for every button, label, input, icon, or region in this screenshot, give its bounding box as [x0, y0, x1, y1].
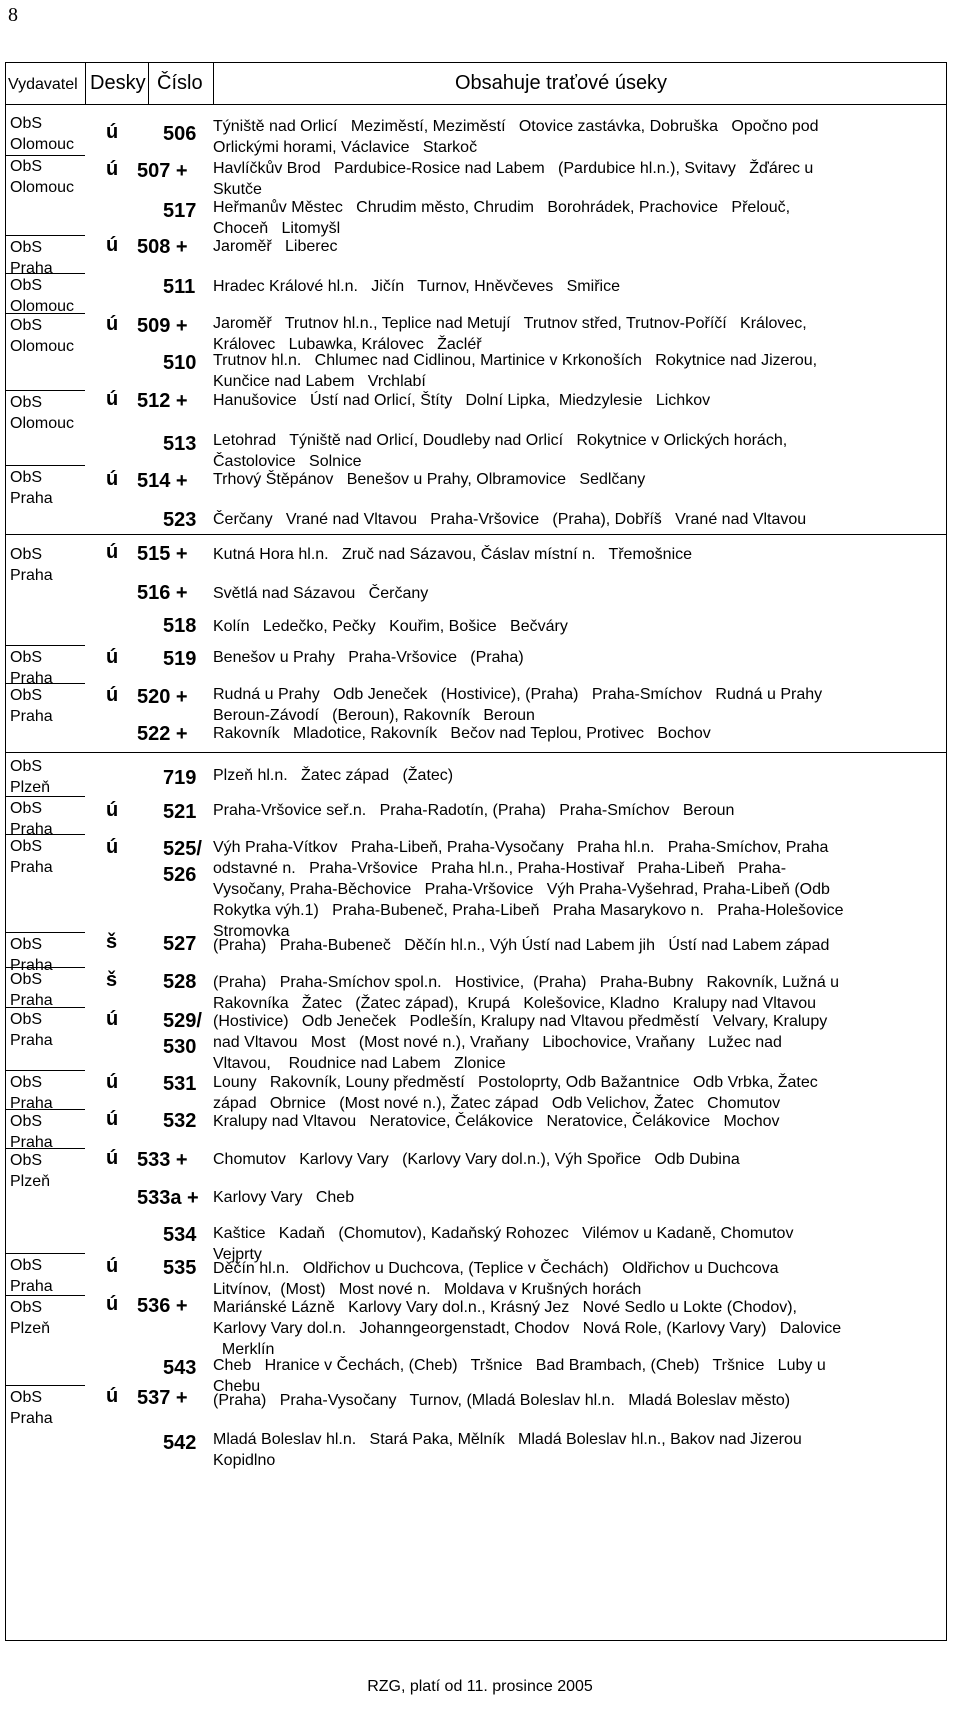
- section-description: Děčín hl.n. Oldřichov u Duchcova, (Teplice v Čechách) Oldřichov u Duchcova Litvínov, (Most) Most nové n. Moldava v Krušných horách: [213, 1260, 779, 1298]
- header-number: Číslo: [157, 72, 203, 94]
- desk-mark: ú: [106, 684, 119, 706]
- section-number: 525/ 526: [163, 838, 202, 886]
- desk-mark: ú: [106, 1293, 119, 1315]
- desk-mark: ú: [106, 1147, 119, 1169]
- section-number: 522 +: [137, 723, 188, 745]
- frame-right: [946, 62, 947, 1640]
- section-description: Mladá Boleslav hl.n. Stará Paka, Mělník Mladá Boleslav hl.n., Bakov nad Jizerou Kopidlno: [213, 1431, 802, 1469]
- desk-mark: š: [106, 969, 118, 991]
- frame-bottom: [5, 1640, 947, 1641]
- vendor-cell: ObS Praha: [10, 838, 53, 876]
- vendor-cell: ObS Praha: [10, 800, 53, 838]
- section-number: 512 +: [137, 390, 188, 412]
- header-bottom-rule: [5, 104, 947, 105]
- section-description: (Praha) Praha-Bubeneč Děčín hl.n., Výh Ústí nad Labem jih Ústí nad Labem západ: [213, 937, 830, 954]
- header-sections: Obsahuje traťové úseky: [455, 72, 668, 94]
- section-number: 527: [163, 933, 197, 955]
- vendor-cell: ObS Praha: [10, 1074, 53, 1112]
- section-number: 533a +: [137, 1187, 199, 1209]
- section-description: Kralupy nad Vltavou Neratovice, Čelákovice Neratovice, Čelákovice Mochov: [213, 1113, 780, 1130]
- section-number: 520 +: [137, 686, 188, 708]
- section-number: 535: [163, 1257, 197, 1279]
- section-number: 509 +: [137, 315, 188, 337]
- section-number: 521: [163, 801, 197, 823]
- header-divider: [148, 62, 149, 104]
- vendor-cell: ObS Praha: [10, 546, 53, 584]
- vendor-cell: ObS Olomouc: [10, 317, 75, 355]
- vendor-cell: ObS Olomouc: [10, 394, 75, 432]
- desk-mark: ú: [106, 1108, 119, 1130]
- footer-note: RZG, platí od 11. prosince 2005: [367, 1678, 593, 1695]
- row-separator: [5, 534, 947, 535]
- section-description: Hanušovice Ústí nad Orlicí, Štíty Dolní Lipka, Miedzylesie Lichkov: [213, 392, 711, 409]
- header-desks: Desky: [90, 72, 146, 94]
- row-separator: [5, 752, 947, 753]
- row-separator: [5, 390, 85, 391]
- section-description: (Hostivice) Odb Jeneček Podlešín, Kralupy nad Vltavou předměstí Velvary, Kralupy nad Vltavou Most (Most nové n.), Vraňany Libochovice, Vraňany Lužec nad Vltavou, Roudnice nad Labem Zlonice: [213, 1013, 828, 1072]
- header-top-rule: [5, 62, 947, 63]
- desk-mark: ú: [106, 158, 119, 180]
- vendor-cell: ObS Olomouc: [10, 115, 75, 153]
- section-description: Hradec Králové hl.n. Jičín Turnov, Hněvčeves Smiřice: [213, 278, 620, 295]
- section-description: Benešov u Prahy Praha-Vršovice (Praha): [213, 649, 524, 666]
- vendor-cell: ObS Plzeň: [10, 1152, 51, 1190]
- section-number: 537 +: [137, 1387, 188, 1409]
- vendor-cell: ObS Praha: [10, 1011, 53, 1049]
- section-number: 507 +: [137, 160, 188, 182]
- section-description: Karlovy Vary Cheb: [213, 1189, 355, 1206]
- desk-mark: ú: [106, 388, 119, 410]
- section-number: 531: [163, 1073, 197, 1095]
- section-number: 506: [163, 123, 197, 145]
- section-description: Jaroměř Trutnov hl.n., Teplice nad Metují Trutnov střed, Trutnov-Poříčí Královec, Královec Lubawka, Královec Žacléř: [213, 315, 807, 353]
- vendor-cell: ObS Praha: [10, 971, 53, 1009]
- section-number: 511: [163, 276, 196, 298]
- section-number: 514 +: [137, 470, 188, 492]
- vendor-cell: ObS Praha: [10, 936, 53, 974]
- frame-left: [5, 62, 6, 1640]
- section-number: 528: [163, 971, 197, 993]
- desk-mark: ú: [106, 468, 119, 490]
- vendor-cell: ObS Praha: [10, 1257, 53, 1295]
- section-number: 719: [163, 767, 197, 789]
- row-separator: [5, 932, 85, 933]
- section-description: Praha-Vršovice seř.n. Praha-Radotín, (Praha) Praha-Smíchov Beroun: [213, 802, 735, 819]
- desk-mark: š: [106, 931, 118, 953]
- section-number: 534: [163, 1224, 197, 1246]
- section-description: Rudná u Prahy Odb Jeneček (Hostivice), (Praha) Praha-Smíchov Rudná u Prahy Beroun-Závodí (Beroun), Rakovník Beroun: [213, 686, 823, 724]
- section-description: (Praha) Praha-Smíchov spol.n. Hostivice, (Praha) Praha-Bubny Rakovník, Lužná u Rakovníka Žatec (Žatec západ), Krupá Kolešovice, Kladno Kralupy nad Vltavou: [213, 974, 840, 1012]
- vendor-cell: ObS Praha: [10, 469, 53, 507]
- section-description: Letohrad Týniště nad Orlicí, Doudleby nad Orlicí Rokytnice v Orlických horách, Častolovice Solnice: [213, 432, 788, 470]
- vendor-cell: ObS Olomouc: [10, 158, 75, 196]
- section-description: Kolín Ledečko, Pečky Kouřim, Bošice Bečváry: [213, 618, 568, 635]
- vendor-cell: ObS Praha: [10, 1389, 53, 1427]
- section-number: 532: [163, 1110, 197, 1132]
- section-number: 529/ 530: [163, 1010, 202, 1058]
- row-separator: [5, 1253, 85, 1254]
- section-description: Výh Praha-Vítkov Praha-Libeň, Praha-Vysočany Praha hl.n. Praha-Smíchov, Praha odstavné n. Praha-Vršovice Praha hl.n., Praha-Hostivař Praha-Libeň Praha- Vysočany, Praha-Běchovice Praha-Vršovice Výh Praha-Vyšehrad, Praha-Libeň (Odb Rokytka výh.1) Praha-Bubeneč, Praha-Libeň Praha Masarykovo n. Praha-Holešovice Stromovka: [213, 839, 844, 940]
- section-description: Rakovník Mladotice, Rakovník Bečov nad Teplou, Protivec Bochov: [213, 725, 711, 742]
- section-number: 517: [163, 200, 197, 222]
- section-description: Jaroměř Liberec: [213, 238, 338, 255]
- section-description: Trutnov hl.n. Chlumec nad Cidlinou, Martinice v Krkonoších Rokytnice nad Jizerou, Kunčice nad Labem Vrchlabí: [213, 352, 818, 390]
- row-separator: [5, 1070, 85, 1071]
- section-description: Cheb Hranice v Čechách, (Cheb) Tršnice Bad Brambach, (Cheb) Tršnice Luby u Chebu: [213, 1357, 826, 1395]
- vendor-cell: ObS Plzeň: [10, 1299, 51, 1337]
- desk-mark: ú: [106, 836, 119, 858]
- section-description: Čerčany Vrané nad Vltavou Praha-Vršovice (Praha), Dobříš Vrané nad Vltavou: [213, 511, 807, 528]
- header-divider: [85, 62, 86, 104]
- desk-mark: ú: [106, 1385, 119, 1407]
- header-divider: [213, 62, 214, 104]
- vendor-cell: ObS Praha: [10, 239, 53, 277]
- section-number: 542: [163, 1432, 197, 1454]
- desk-mark: ú: [106, 121, 119, 143]
- section-description: Havlíčkův Brod Pardubice-Rosice nad Labem (Pardubice hl.n.), Svitavy Žďárec u Skutče: [213, 160, 814, 198]
- row-separator: [5, 645, 85, 646]
- header-vendor: Vydavatel: [8, 76, 78, 93]
- section-description: Heřmanův Městec Chrudim město, Chrudim Borohrádek, Prachovice Přelouč, Choceň Litomyšl: [213, 199, 791, 237]
- vendor-cell: ObS Olomouc: [10, 277, 75, 315]
- section-number: 519: [163, 648, 197, 670]
- row-separator: [5, 1385, 85, 1386]
- section-number: 533 +: [137, 1149, 188, 1171]
- section-description: Mariánské Lázně Karlovy Vary dol.n., Krásný Jez Nové Sedlo u Lokte (Chodov), Karlovy Vary dol.n. Johanngeorgenstadt, Chodov Nová Role, (Karlovy Vary) Dalovice Merklín: [213, 1299, 842, 1358]
- section-description: Kutná Hora hl.n. Zruč nad Sázavou, Čáslav místní n. Třemošnice: [213, 546, 693, 563]
- desk-mark: ú: [106, 313, 119, 335]
- desk-mark: ú: [106, 1255, 119, 1277]
- vendor-cell: ObS Praha: [10, 687, 53, 725]
- section-number: 543: [163, 1357, 197, 1379]
- vendor-cell: ObS Praha: [10, 1113, 53, 1151]
- desk-mark: ú: [106, 1071, 119, 1093]
- page-number: 8: [8, 4, 18, 26]
- section-description: Plzeň hl.n. Žatec západ (Žatec): [213, 767, 454, 784]
- desk-mark: ú: [106, 541, 119, 563]
- desk-mark: ú: [106, 1008, 119, 1030]
- row-separator: [5, 235, 85, 236]
- vendor-cell: ObS Praha: [10, 649, 53, 687]
- section-number: 510: [163, 352, 197, 374]
- section-number: 508 +: [137, 236, 188, 258]
- section-description: Trhový Štěpánov Benešov u Prahy, Olbramovice Sedlčany: [213, 471, 646, 488]
- section-number: 523: [163, 509, 197, 531]
- desk-mark: ú: [106, 799, 119, 821]
- section-number: 513: [163, 433, 197, 455]
- section-description: Chomutov Karlovy Vary (Karlovy Vary dol.n.), Výh Spořice Odb Dubina: [213, 1151, 740, 1168]
- desk-mark: ú: [106, 234, 119, 256]
- section-description: Louny Rakovník, Louny předměstí Postoloprty, Odb Bažantnice Odb Vrbka, Žatec západ Obrnice (Most nové n.), Žatec západ Odb Velichov, Žatec Chomutov: [213, 1074, 818, 1112]
- row-separator: [5, 465, 85, 466]
- section-number: 515 +: [137, 543, 188, 565]
- section-number: 518: [163, 615, 197, 637]
- section-description: (Praha) Praha-Vysočany Turnov, (Mladá Boleslav hl.n. Mladá Boleslav město): [213, 1392, 791, 1409]
- section-description: Týniště nad Orlicí Meziměstí, Meziměstí Otovice zastávka, Dobruška Opočno pod Orlickými horami, Václavice Starkoč: [213, 118, 819, 156]
- section-description: Kaštice Kadaň (Chomutov), Kadaňský Rohozec Vilémov u Kadaně, Chomutov Vejprty: [213, 1225, 794, 1263]
- vendor-cell: ObS Plzeň: [10, 758, 51, 796]
- section-description: Světlá nad Sázavou Čerčany: [213, 585, 429, 602]
- section-number: 516 +: [137, 582, 188, 604]
- section-number: 536 +: [137, 1295, 188, 1317]
- desk-mark: ú: [106, 646, 119, 668]
